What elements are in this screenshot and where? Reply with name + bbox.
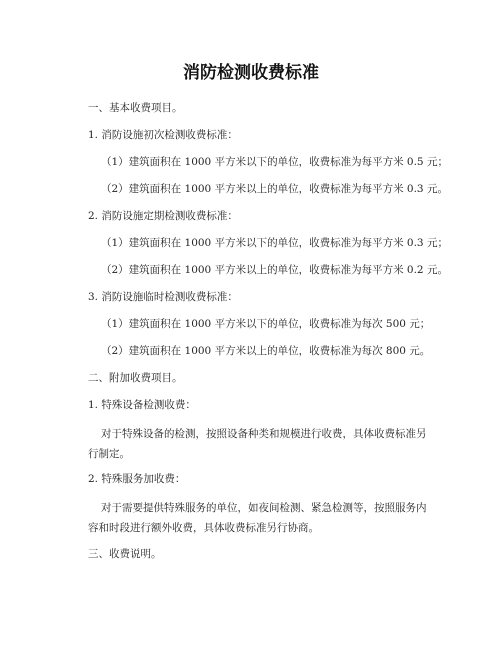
item-periodic-inspection: 2. 消防设施定期检测收费标准： (88, 210, 238, 222)
item-special-equipment: 1. 特殊设备检测收费： (88, 399, 196, 411)
section-heading-basic-fees: 一、基本收费项目。 (88, 102, 183, 114)
section-heading-additional-fees: 二、附加收费项目。 (88, 372, 183, 384)
paragraph-special-service: 对于需要提供特殊服务的单位，如夜间检测、紧急检测等，按照服务内容和时段进行额外收费，具体收费标准另行协商。 (88, 502, 427, 534)
item-initial-inspection-below-1000: （1）建筑面积在 1000 平方米以下的单位，收费标准为每平方米 0.5 元； (101, 156, 448, 168)
item-initial-inspection-above-1000: （2）建筑面积在 1000 平方米以上的单位，收费标准为每平方米 0.3 元。 (101, 183, 448, 195)
item-temporary-inspection-above-1000: （2）建筑面积在 1000 平方米以上的单位，收费标准为每次 800 元。 (101, 345, 431, 357)
item-periodic-inspection-above-1000: （2）建筑面积在 1000 平方米以上的单位，收费标准为每平方米 0.2 元。 (101, 264, 448, 276)
item-temporary-inspection: 3. 消防设施临时检测收费标准： (88, 291, 238, 303)
item-special-service: 2. 特殊服务加收费： (88, 473, 186, 485)
page-title: 消防检测收费标准 (183, 63, 319, 83)
item-periodic-inspection-below-1000: （1）建筑面积在 1000 平方米以下的单位，收费标准为每平方米 0.3 元； (101, 237, 448, 249)
section-heading-fee-notes: 三、收费说明。 (88, 548, 162, 560)
item-temporary-inspection-below-1000: （1）建筑面积在 1000 平方米以下的单位，收费标准为每次 500 元； (101, 318, 431, 330)
paragraph-special-equipment: 对于特殊设备的检测，按照设备种类和规模进行收费，具体收费标准另行制定。 (88, 428, 427, 460)
item-initial-inspection: 1. 消防设施初次检测收费标准： (88, 129, 238, 141)
